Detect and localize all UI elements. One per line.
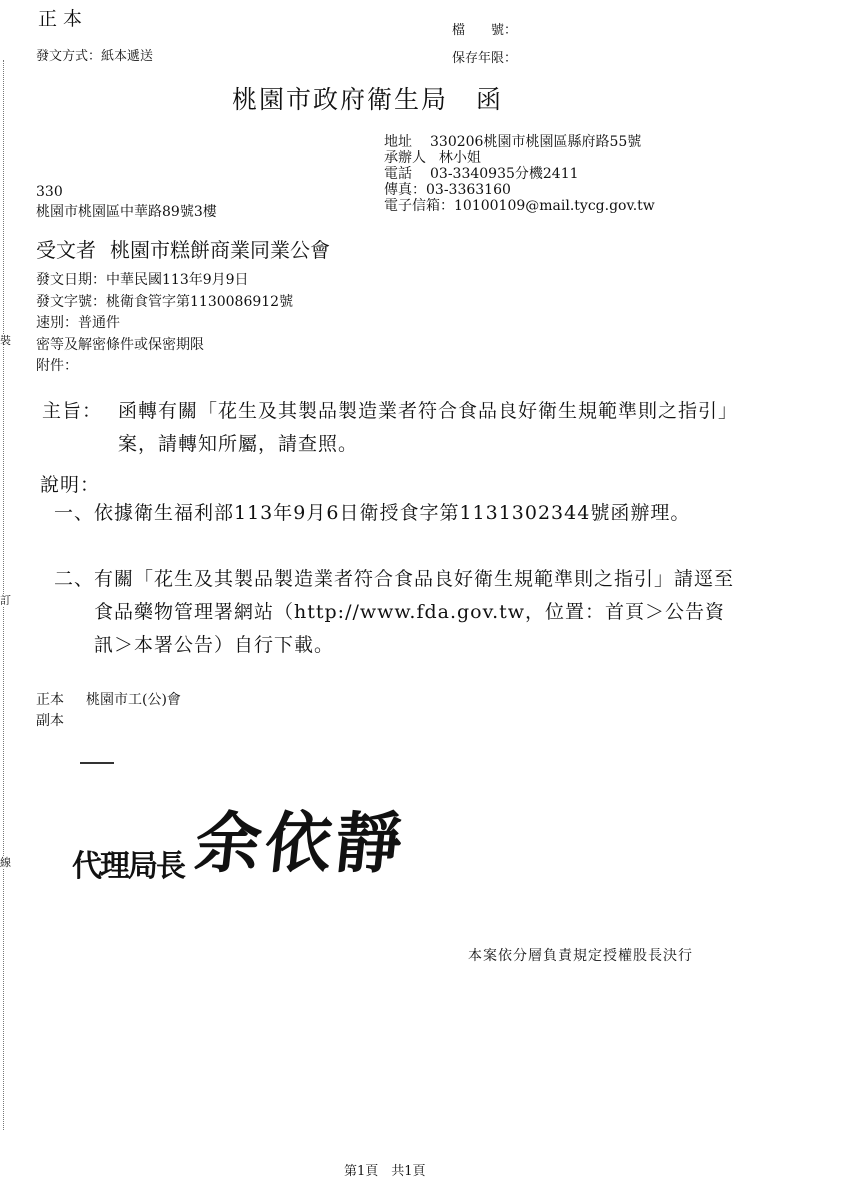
address-label: 地址 bbox=[384, 134, 412, 150]
phone-row bbox=[384, 166, 655, 182]
explanation-item bbox=[36, 497, 734, 530]
contact-row bbox=[384, 150, 655, 166]
fax-label: 傳真 bbox=[384, 182, 412, 198]
cc-main-label: 正本 bbox=[36, 692, 64, 708]
document-title bbox=[232, 80, 503, 116]
page-footer: 第1頁 共1頁 bbox=[344, 1164, 426, 1179]
cc-main-row bbox=[36, 690, 181, 711]
issue-date: 發文日期：中華民國113年9月9日 bbox=[36, 272, 249, 288]
sender-info bbox=[384, 134, 655, 214]
sender-address-row bbox=[384, 134, 655, 150]
document-meta bbox=[36, 270, 293, 378]
subject-section bbox=[42, 395, 762, 461]
recipient-line bbox=[36, 234, 330, 263]
item-text: 有關「花生及其製品製造業者符合食品良好衛生規範準則之指引」請逕至食品藥物管理署網站（http://www.fda.gov.tw，位置：首頁＞公告資訊＞本署公告）自行下載。 bbox=[94, 568, 735, 656]
binding-mark-xian: 線 bbox=[0, 856, 11, 869]
item-text: 依據衛生福利部113年9月6日衛授食字第1131302344號函辦理。 bbox=[94, 502, 691, 524]
item-number: 二、 bbox=[53, 568, 94, 590]
explanation-label: 說明： bbox=[40, 474, 101, 496]
doc-type: 函 bbox=[476, 85, 504, 114]
binding-mark-ding: 訂 bbox=[0, 594, 11, 607]
cc-copy-label: 副本 bbox=[36, 713, 64, 729]
recipient-address-block bbox=[36, 182, 217, 222]
subject-label: 主旨： bbox=[42, 400, 103, 422]
contact-person: 林小姐 bbox=[438, 150, 481, 166]
secrecy-level: 密等及解密條件或保密期限 bbox=[36, 336, 204, 353]
recipient-label: 受文者 bbox=[36, 238, 96, 262]
document-number: 發文字號：桃衛食管字第1130086912號 bbox=[36, 293, 294, 310]
binding-mark-zhuang: 裝 bbox=[0, 334, 11, 347]
copy-type: 正本 bbox=[38, 8, 89, 30]
email: ：10100109@mail.tycg.gov.tw bbox=[440, 198, 655, 214]
subject-text: 函轉有關「花生及其製品製造業者符合食品良好衛生規範準則之指引」 案，請轉知所屬，請查照。 bbox=[118, 400, 749, 455]
explanation-item bbox=[36, 563, 734, 662]
fax-row bbox=[384, 182, 655, 198]
cc-main-value: 桃園市工(公)會 bbox=[86, 692, 181, 708]
recipient-name: 桃園市糕餅商業同業公會 bbox=[110, 238, 330, 262]
speed-class: 速別：普通件 bbox=[36, 315, 120, 331]
signature-dash bbox=[80, 762, 114, 764]
attachment: 附件： bbox=[36, 358, 78, 374]
file-no-label: 檔 號： bbox=[452, 23, 518, 38]
phone: 03-3340935分機2411 bbox=[430, 166, 579, 182]
fax: ：03-3363160 bbox=[412, 182, 511, 198]
retention-label: 保存年限： bbox=[452, 51, 518, 66]
signature-role: 代理局長 bbox=[72, 849, 184, 884]
email-row bbox=[384, 198, 655, 214]
item-number: 一、 bbox=[53, 502, 94, 524]
email-label: 電子信箱 bbox=[384, 198, 440, 214]
signature-block bbox=[72, 790, 410, 885]
delivery-method: 發文方式：紙本遞送 bbox=[36, 49, 154, 64]
recipient-address: 桃園市桃園區中華路89號3樓 bbox=[36, 204, 217, 220]
contact-label: 承辦人 bbox=[384, 150, 426, 166]
sender-address: 330206桃園市桃園區縣府路55號 bbox=[430, 134, 642, 150]
recipient-postcode: 330 bbox=[36, 184, 63, 200]
cc-copy-row bbox=[36, 711, 181, 732]
distribution-list bbox=[36, 690, 181, 732]
signature-name: 余依靜 bbox=[191, 804, 410, 882]
phone-label: 電話 bbox=[384, 166, 412, 182]
delegation-note: 本案依分層負責規定授權股長決行 bbox=[468, 948, 693, 964]
issuer-title: 桃園市政府衛生局 bbox=[232, 85, 449, 114]
